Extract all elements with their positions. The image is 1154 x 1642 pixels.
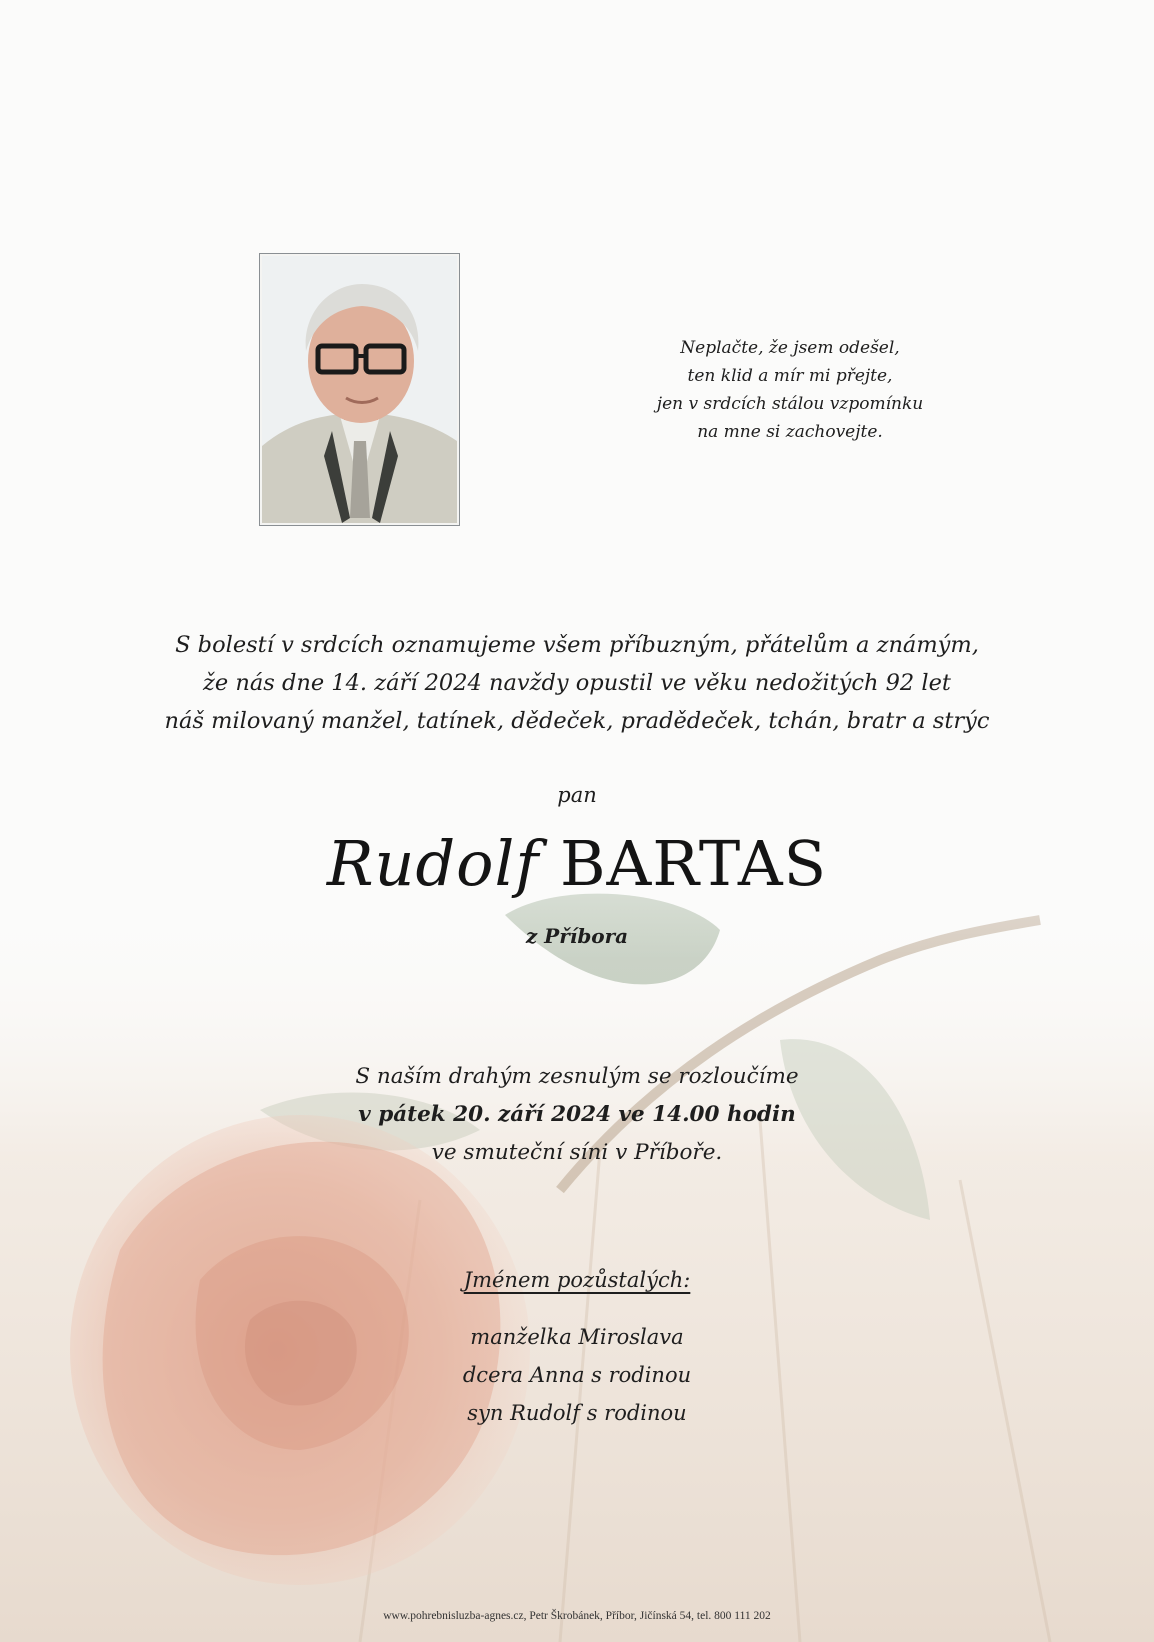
funeral-date-time: v pátek 20. září 2024 ve 14.00 hodin	[358, 1102, 796, 1127]
honorific: pan	[557, 783, 597, 807]
poem-line: jen v srdcích stálou vzpomínku	[656, 394, 924, 414]
survivor-name: dcera Anna s rodinou	[462, 1363, 692, 1387]
funeral-service-footer: www.pohrebnisluzba-agnes.cz, Petr Škrobánek, Příbor, Jičínská 54, tel. 800 111 202	[383, 1610, 771, 1622]
deceased-first-name: Rudolf	[326, 827, 540, 900]
funeral-place: ve smuteční síni v Příboře.	[431, 1140, 723, 1165]
death-announcement	[100, 626, 1054, 740]
survivor-name: manželka Miroslava	[470, 1325, 684, 1349]
survivor-name: syn Rudolf s rodinou	[467, 1401, 687, 1425]
survivors-heading-text: Jménem pozůstalých:	[463, 1268, 691, 1292]
survivors-list	[377, 1318, 777, 1432]
funeral-intro: S naším drahým zesnulým se rozloučíme	[355, 1064, 799, 1089]
survivors-heading	[377, 1268, 777, 1292]
deceased-last-name: BARTAS	[559, 827, 828, 900]
poem-line: na mne si zachovejte.	[697, 422, 883, 442]
deceased-name	[177, 826, 977, 902]
announcement-line: S bolestí v srdcích oznamujeme všem příbuzným, přátelům a známým,	[175, 632, 979, 658]
funeral-details	[177, 1058, 977, 1172]
announcement-line: náš milovaný manžel, tatínek, dědeček, pradědeček, tchán, bratr a strýc	[164, 708, 990, 734]
announcement-line: že nás dne 14. září 2024 navždy opustil ve věku nedožitých 92 let	[203, 670, 951, 696]
deceased-origin: z Příbora	[525, 924, 629, 948]
deceased-portrait-photo	[259, 253, 460, 526]
portrait-image	[262, 256, 457, 523]
poem-line: ten klid a mír mi přejte,	[687, 366, 893, 386]
poem-line: Neplačte, že jsem odešel,	[680, 338, 900, 358]
poem-verse	[600, 334, 980, 446]
